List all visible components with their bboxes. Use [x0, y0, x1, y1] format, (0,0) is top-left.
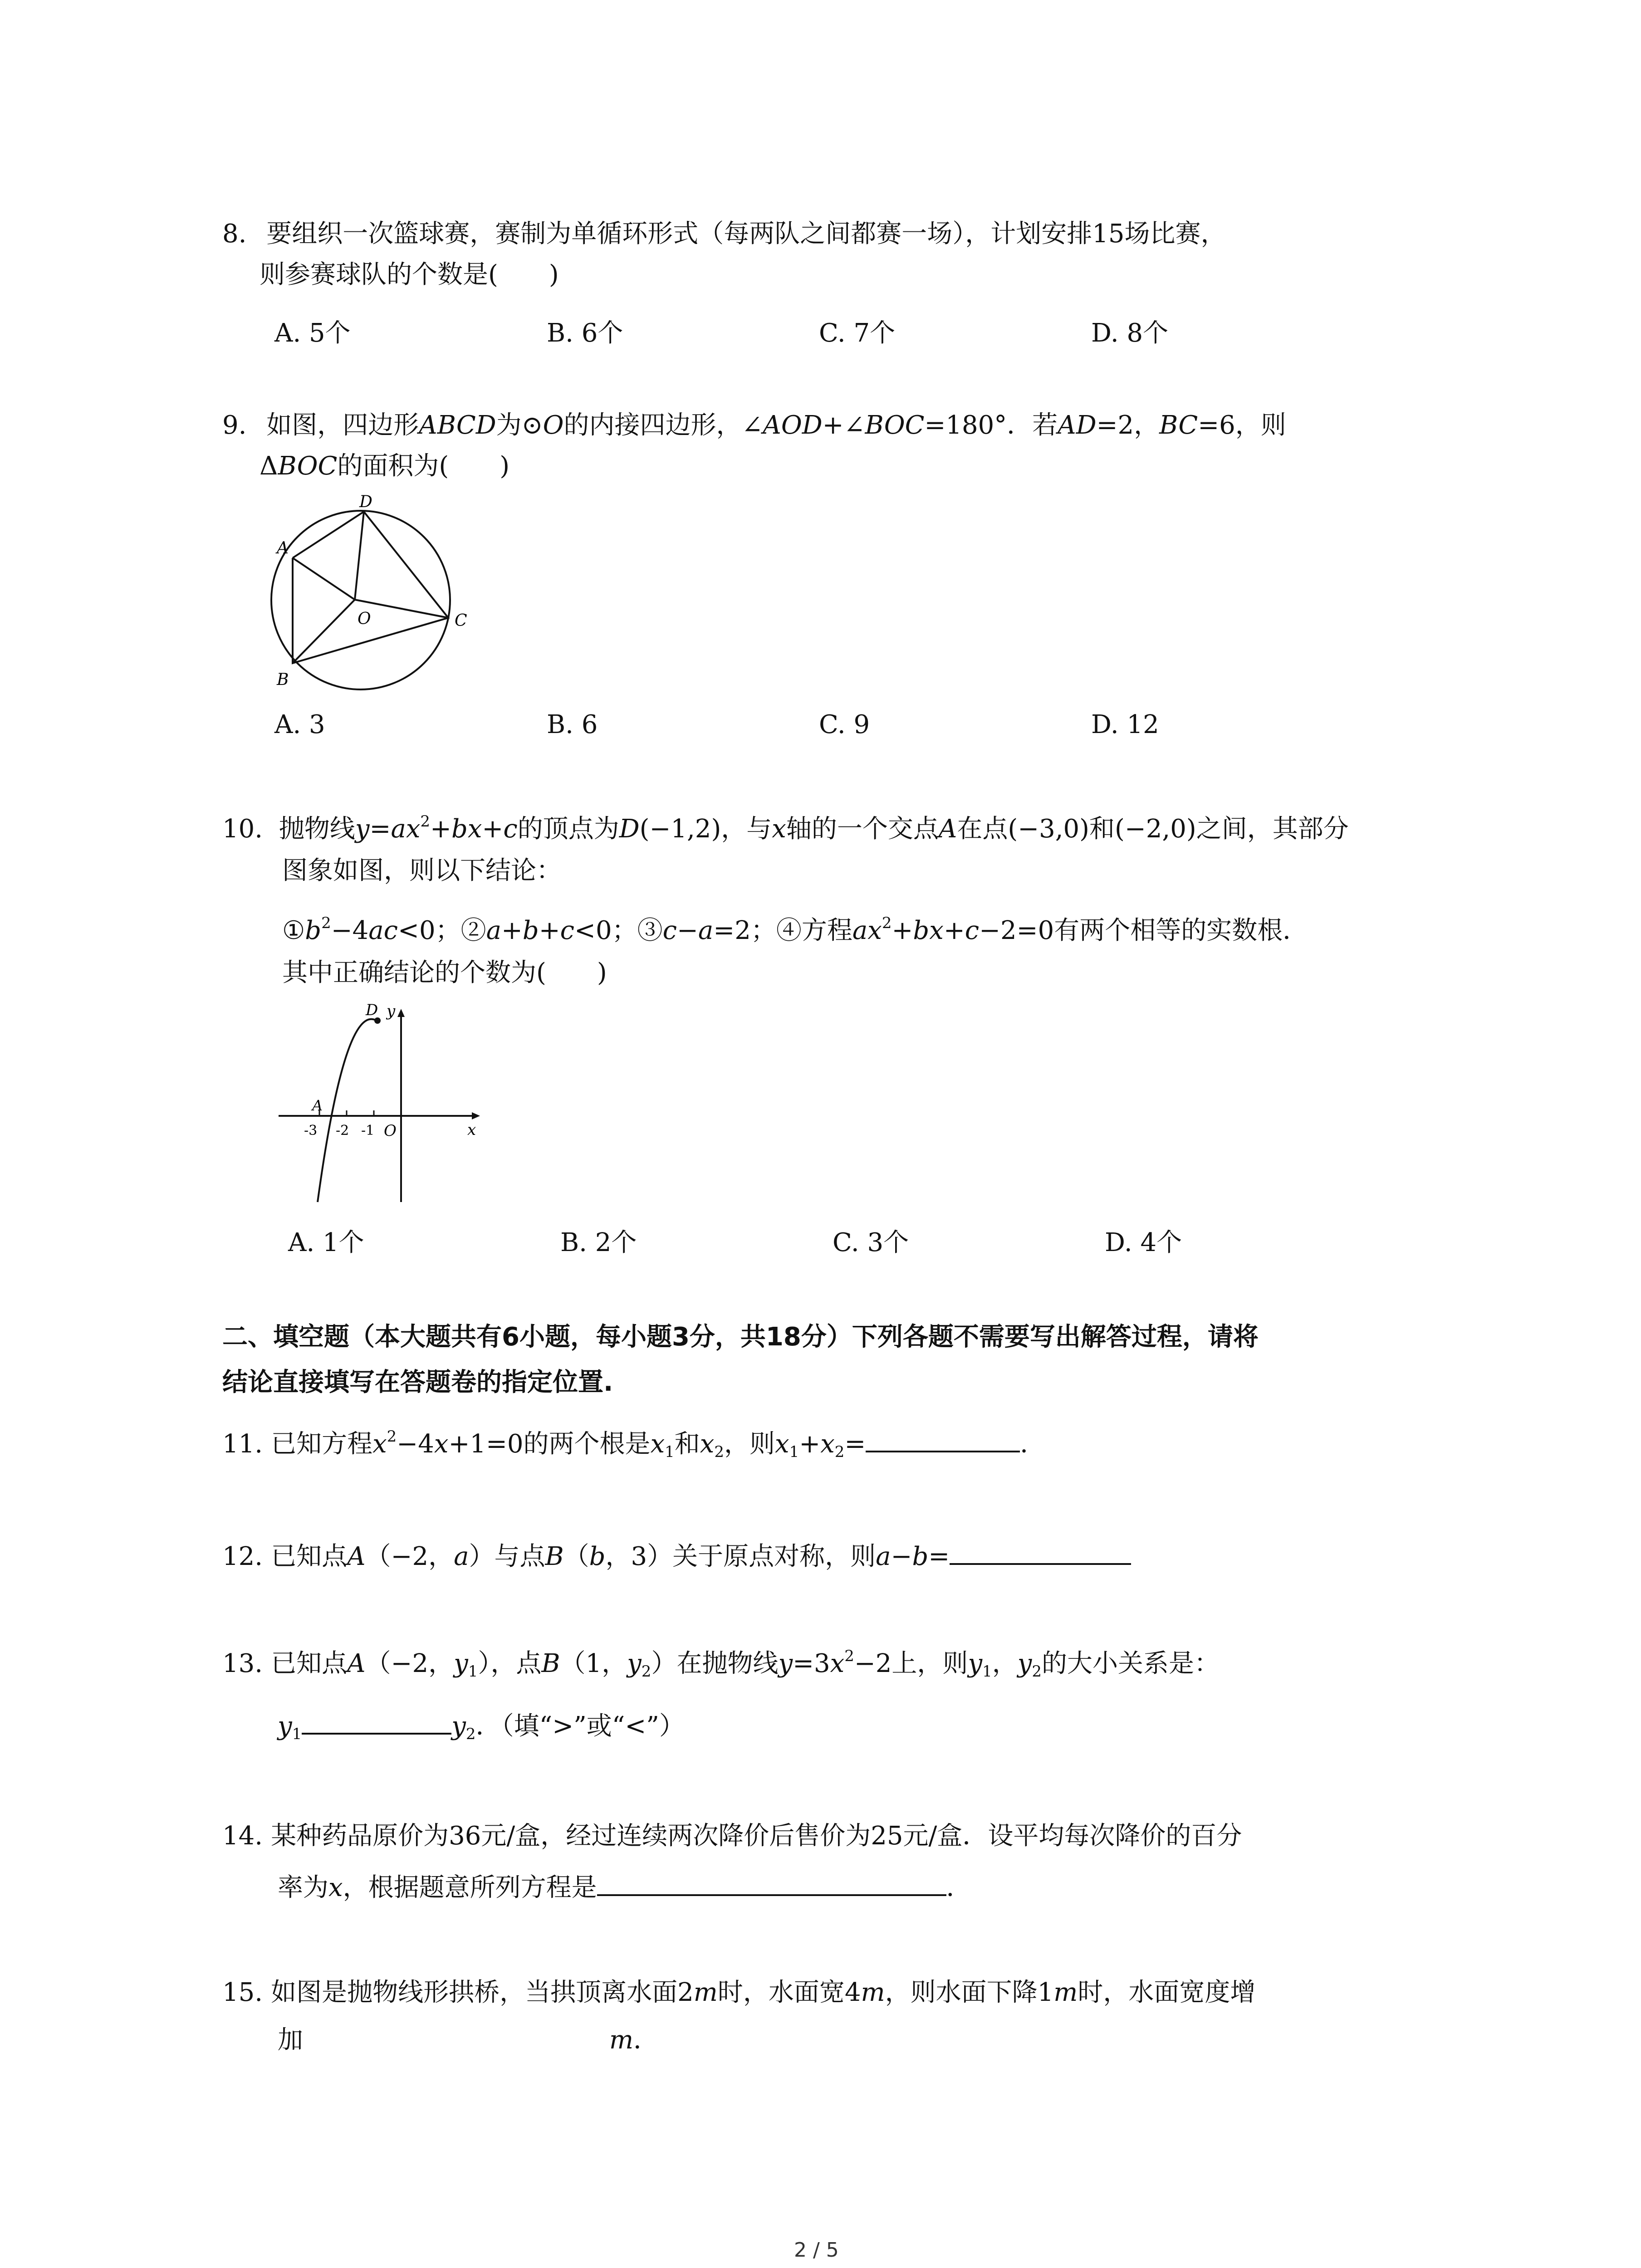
q13-number: 13. [222, 1649, 263, 1678]
q12: 12. 已知点A（−2，a）与点B（b，3）关于原点对称，则a−b= [222, 1540, 1131, 1569]
q11-answer-blank[interactable] [866, 1427, 1020, 1452]
q9-text-line1: 如图，四边形ABCD为⊙O的内接四边形，∠AOD+∠BOC=180°．若AD=2，BC=6，则 [266, 411, 1286, 440]
q10-choice-b: B. 2个 [560, 1228, 637, 1257]
tick-m1: -1 [361, 1123, 375, 1139]
q8-choice-c: C. 7个 [819, 318, 896, 348]
q9-number: 9. [222, 411, 247, 440]
q14-answer-blank[interactable] [597, 1871, 946, 1896]
q9-line1 [222, 413, 1286, 438]
q12-number: 12. [222, 1542, 263, 1571]
section2-heading-line1: 二、填空题（本大题共有6小题，每小题3分，共18分）下列各题不需要写出解答过程，请将 [222, 1322, 1259, 1352]
q10-parabola-figure [272, 993, 490, 1207]
label-d: D [359, 494, 372, 511]
label-c: C [455, 611, 467, 630]
label-x: x [467, 1121, 476, 1139]
q8-number: 8. [222, 219, 247, 249]
page-number: 2 / 5 [794, 2239, 839, 2262]
q11-number: 11. [222, 1429, 263, 1459]
x-axis-arrow [472, 1112, 480, 1119]
q8-line2 [260, 262, 559, 288]
q8-line1 [222, 221, 1226, 247]
q8-text-line2: 则参赛球队的个数是( ) [260, 260, 559, 289]
q8-choice-d: D. 8个 [1091, 318, 1169, 348]
label-a: A [277, 539, 289, 557]
q10-choice-d: D. 4个 [1105, 1228, 1182, 1257]
q14-number: 14. [222, 1821, 263, 1851]
q13-line1: 13. 已知点A（−2，$y_1$），点B（1，$y_2$）在抛物线$y=3x^2-2$上，则$y_1$，$y_2$的大小关系是： [222, 1647, 1220, 1681]
label-o: O [384, 1122, 397, 1140]
q12-answer-blank[interactable] [950, 1540, 1131, 1565]
tick-m2: -2 [336, 1123, 349, 1139]
q10-choice-c: C. 3个 [833, 1228, 909, 1257]
section2-heading-line2: 结论直接填写在答题卷的指定位置. [222, 1368, 613, 1397]
q10-number: 10. [222, 814, 263, 844]
q10-line4: 其中正确结论的个数为( ) [282, 958, 607, 987]
q13-answer-blank[interactable] [302, 1709, 451, 1735]
q10-line2: 图象如图，则以下结论： [282, 856, 562, 885]
y-axis-arrow [397, 1009, 405, 1017]
q10-line3: $①b^2-4ac<0$；②a+b+c<0；③c−a=2；④方程$ax^2+bx+c-2=0$有两个相等的实数根． [282, 914, 1308, 945]
label-o: O [358, 610, 371, 628]
q14-line1: 14. 某种药品原价为36元/盒，经过连续两次降价后售价为25元/盒．设平均每次降价的百分 [222, 1821, 1242, 1851]
q9-choice-a: A. 3 [274, 710, 325, 739]
q15-line1: 15. 如图是抛物线形拱桥，当拱顶离水面2m时，水面宽4m，则水面下降1m时，水面宽度增 [222, 1978, 1256, 2007]
q10-choice-a: A. 1个 [288, 1228, 364, 1257]
q9-choice-c: C. 9 [819, 710, 870, 739]
q13-line2: $y_1$ $y_2$．（填“>”或“<”） [278, 1709, 685, 1739]
q9-choice-d: D. 12 [1091, 710, 1159, 739]
q8-text-line1: 要组织一次篮球赛，赛制为单循环形式（每两队之间都赛一场），计划安排15场比赛， [266, 219, 1226, 249]
label-d: D [366, 1001, 378, 1019]
q11: 11. 已知方程$x^2-4x+1=0$的两个根是$x_1$和$x_2$，则$x_1+x_2=$ ． [222, 1427, 1046, 1461]
segment-od [355, 512, 364, 600]
q9-circle-figure [259, 494, 495, 699]
q9-line2: ΔBOC的面积为( ) [260, 451, 510, 481]
label-b: B [277, 670, 289, 689]
label-a: A [312, 1097, 323, 1114]
q10-text-line1: 抛物线$y=ax^2+bx+c$的顶点为D(−1,2)，与x轴的一个交点A在点(−3,0)和(−2,0)之间，其部分 [279, 812, 1349, 844]
q10-line1 [222, 812, 1349, 844]
q15-number: 15. [222, 1978, 263, 2007]
tick-m3: -3 [304, 1123, 318, 1139]
q8-choice-a: A. 5个 [274, 318, 351, 348]
q14-line2: 率为x，根据题意所列方程是 ． [278, 1871, 972, 1901]
segment-oa [293, 558, 355, 600]
label-y: y [387, 1002, 396, 1020]
q9-choice-b: B. 6 [547, 710, 598, 739]
q8-choice-b: B. 6个 [547, 318, 623, 348]
q15-line2: 加 m． [278, 2025, 659, 2055]
